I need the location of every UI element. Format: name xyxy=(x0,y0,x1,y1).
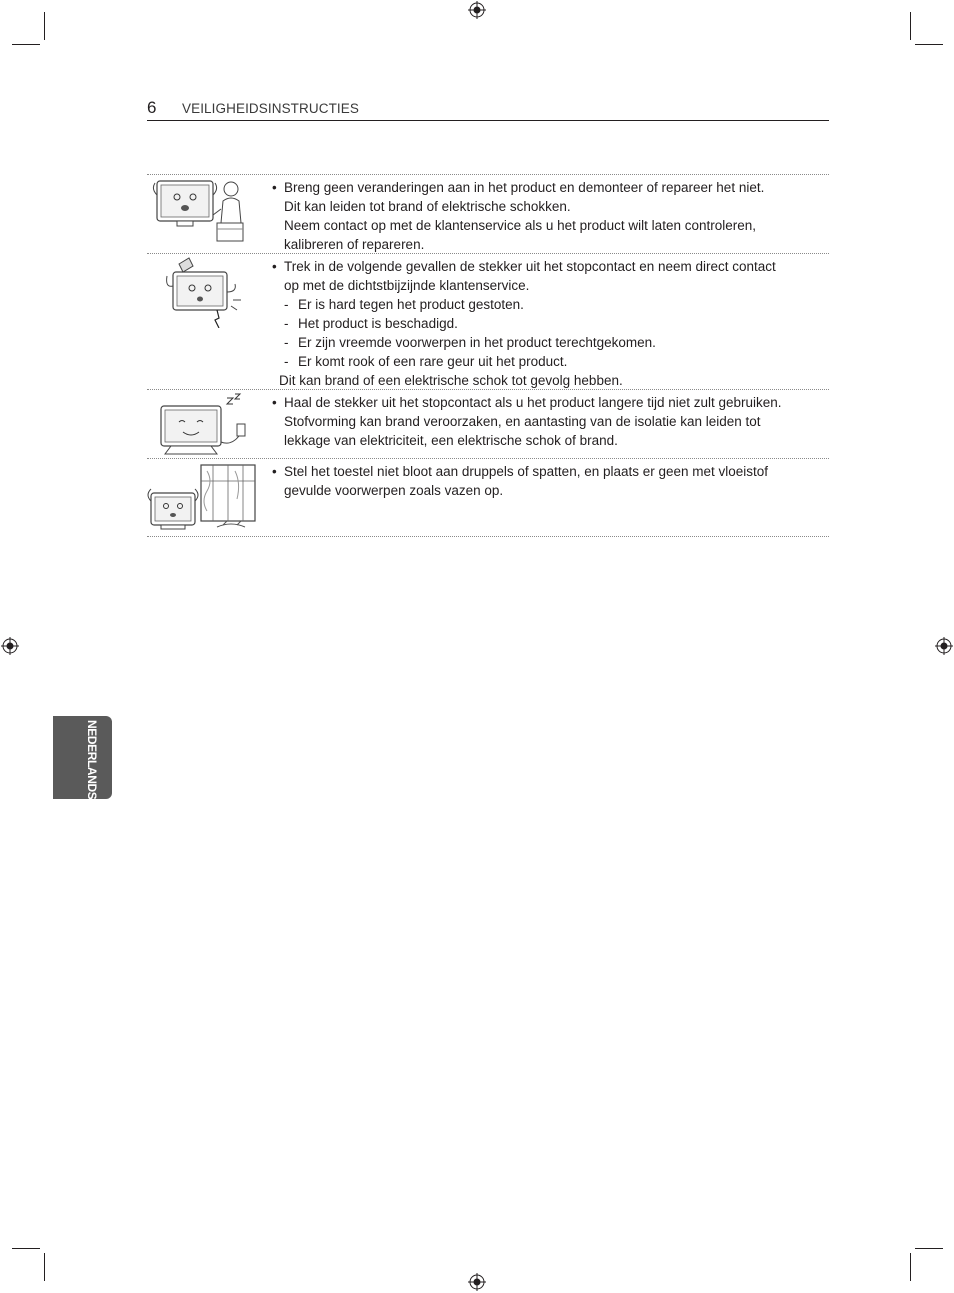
instruction-text xyxy=(269,459,829,500)
language-tab-label: NEDERLANDS xyxy=(85,720,99,800)
registration-mark-icon xyxy=(468,1273,486,1291)
text-line: gevulde voorwerpen zoals vazen op. xyxy=(284,483,504,498)
text-line: Trek in de volgende gevallen de stekker uit het stopcontact en neem direct contact xyxy=(284,259,776,274)
text-line: lekkage van elektriciteit, een elektrische schok of brand. xyxy=(284,433,618,448)
sub-item-text: Er zijn vreemde voorwerpen in het product terechtgekomen. xyxy=(298,335,656,350)
instruction-text xyxy=(269,254,829,390)
crop-mark xyxy=(44,1253,45,1281)
instruction-text xyxy=(269,390,829,450)
bullet-marker: • xyxy=(272,395,277,410)
registration-mark-icon xyxy=(935,637,953,655)
bullet-item xyxy=(269,257,829,295)
dash-marker: - xyxy=(284,335,289,350)
sub-item xyxy=(269,314,829,333)
text-line: kalibreren of repareren. xyxy=(284,237,425,252)
instruction-row xyxy=(147,389,829,458)
sub-item xyxy=(269,352,829,371)
text-line: Breng geen veranderingen aan in het product en demonteer of repareer het niet. xyxy=(284,180,765,195)
sub-item xyxy=(269,333,829,352)
text-line: Stofvorming kan brand veroorzaken, en aantasting van de isolatie kan leiden tot xyxy=(284,414,761,429)
bullet-item xyxy=(269,178,829,254)
text-line: op met de dichtstbijzijnde klantenservice. xyxy=(284,278,530,293)
section-title: VEILIGHEIDSINSTRUCTIES xyxy=(182,101,359,116)
crop-mark xyxy=(44,12,45,40)
bullet-marker: • xyxy=(272,259,277,274)
note-text: Dit kan brand of een elektrische schok tot gevolg hebben. xyxy=(279,373,623,388)
language-tab xyxy=(53,716,112,799)
tv-water-icon xyxy=(147,461,259,537)
instruction-row xyxy=(147,458,829,537)
crop-mark xyxy=(910,12,911,40)
bullet-item xyxy=(269,393,829,450)
bullet-item xyxy=(269,462,829,500)
text-line: Stel het toestel niet bloot aan druppels of spatten, en plaats er geen met vloeistof xyxy=(284,464,769,479)
crop-mark xyxy=(910,1253,911,1281)
bullet-marker: • xyxy=(272,464,277,479)
bullet-marker: • xyxy=(272,180,277,195)
crop-mark xyxy=(915,44,943,45)
page-header xyxy=(147,98,829,121)
crop-mark xyxy=(12,44,40,45)
tv-repair-icon xyxy=(151,177,263,249)
tv-sleep-icon xyxy=(151,392,263,458)
dash-marker: - xyxy=(284,354,289,369)
tv-unplug-icon xyxy=(161,256,273,328)
instruction-row xyxy=(147,253,829,389)
sub-item-text: Het product is beschadigd. xyxy=(298,316,458,331)
instruction-text xyxy=(269,175,829,254)
registration-mark-icon xyxy=(468,1,486,19)
dash-marker: - xyxy=(284,297,289,312)
crop-mark xyxy=(12,1248,40,1249)
text-line: Dit kan leiden tot brand of elektrische schokken. xyxy=(284,199,571,214)
instruction-row xyxy=(147,174,829,253)
crop-mark xyxy=(915,1248,943,1249)
text-line: Neem contact op met de klantenservice als u het product wilt laten controleren, xyxy=(284,218,756,233)
dash-marker: - xyxy=(284,316,289,331)
page-number: 6 xyxy=(147,98,157,117)
text-line: Haal de stekker uit het stopcontact als u het product langere tijd niet zult gebruiken. xyxy=(284,395,782,410)
sub-item-text: Er komt rook of een rare geur uit het product. xyxy=(298,354,568,369)
registration-mark-icon xyxy=(1,637,19,655)
sub-item-text: Er is hard tegen het product gestoten. xyxy=(298,297,524,312)
sub-item xyxy=(269,295,829,314)
safety-instructions-table xyxy=(147,174,829,537)
